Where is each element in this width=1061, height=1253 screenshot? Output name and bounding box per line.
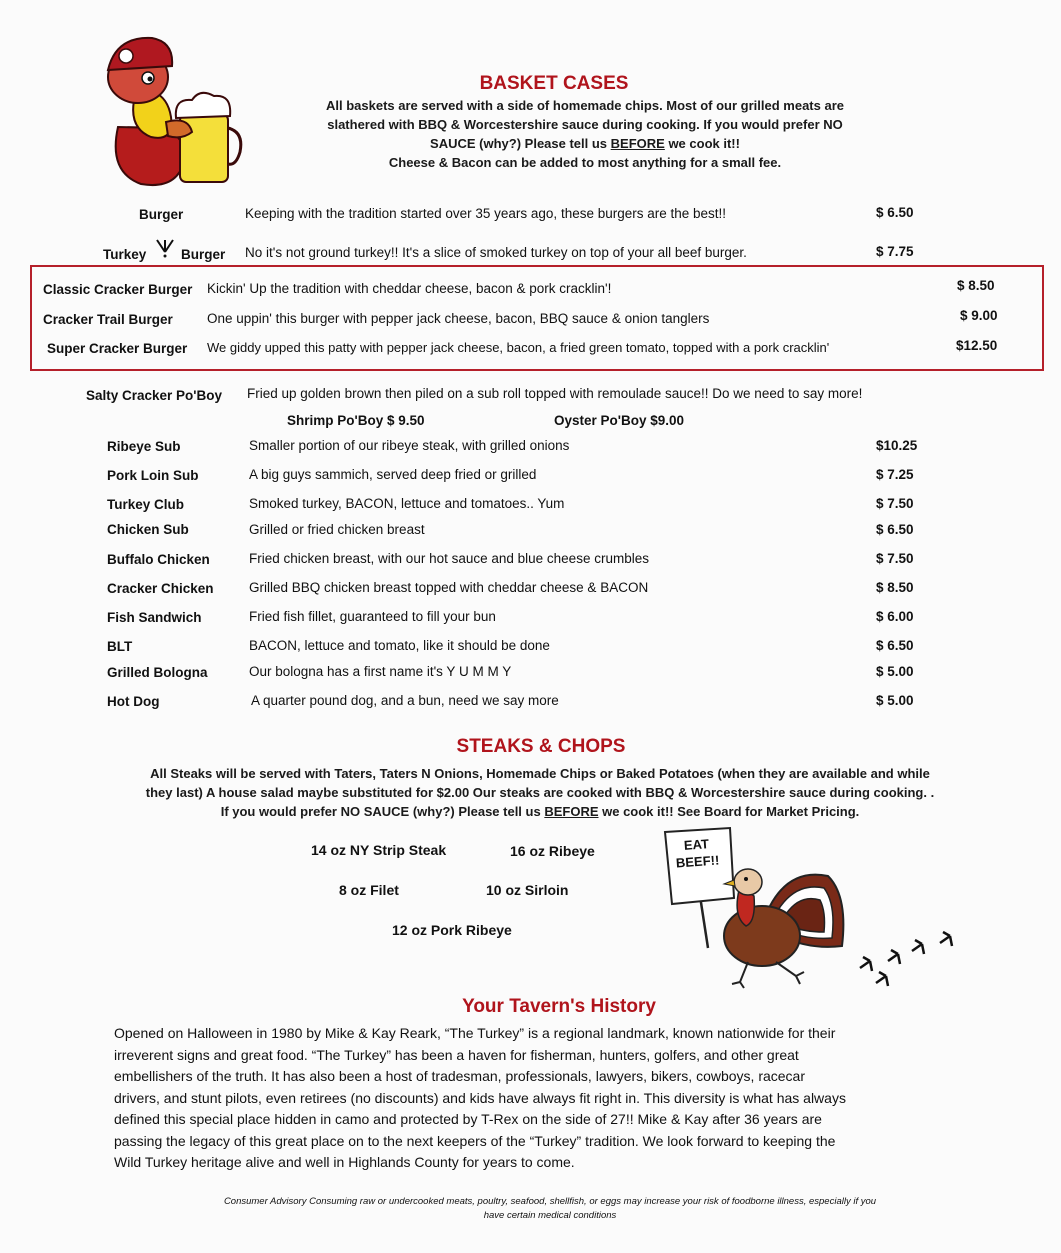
advisory-line: Consumer Advisory Consuming raw or undercooked meats, poultry, seafood, shellfish, or eggs may increase your risk of foodborne illness, especially if you (223, 1196, 877, 1207)
steak-cut: 8 oz Filet (339, 882, 399, 898)
menu-item-price: $ 8.50 (876, 580, 914, 595)
sign-line: BEEF!! (675, 852, 720, 871)
eat-beef-sign (671, 834, 723, 871)
basket-intro-line: Cheese & Bacon can be added to most anything for a small fee. (388, 155, 782, 170)
before-emphasis: BEFORE (544, 804, 599, 819)
menu-item-price: $ 5.00 (876, 664, 914, 679)
advisory-line: have certain medical conditions (483, 1210, 617, 1221)
sign-line: EAT (683, 836, 710, 853)
menu-item-desc: Our bologna has a first name it's Y U M M Y (249, 664, 512, 679)
menu-item-name: Fish Sandwich (107, 610, 202, 625)
menu-item-name: Pork Loin Sub (107, 468, 199, 483)
history-line: defined this special place hidden in camo and protected by T-Rex on the side of 27!! Mike & Kay after 36 years are (114, 1111, 822, 1127)
menu-item-name: Ribeye Sub (107, 439, 181, 454)
history-line: drivers, and stunt pilots, even retirees (no discounts) and kids have always fit right in. This diversity is what has always (114, 1089, 846, 1106)
intro-text: we cook it!! See Board for Market Pricing. (598, 804, 860, 819)
menu-item-desc: We giddy upped this patty with pepper jack cheese, bacon, a fried green tomato, topped with a pork cracklin' (207, 340, 830, 355)
history-title: Your Tavern's History (462, 996, 656, 1017)
history-line: irreverent signs and great food. “The Turkey” has been a haven for fisherman, hunters, golfers, and other great (114, 1046, 799, 1063)
menu-item-desc: Grilled or fried chicken breast (249, 522, 425, 537)
menu-item-name: Cracker Trail Burger (43, 312, 173, 327)
menu-item-name: Chicken Sub (107, 522, 189, 537)
menu-item-desc: Smaller portion of our ribeye steak, with grilled onions (249, 438, 570, 453)
menu-item-price: $ 7.25 (876, 467, 914, 482)
menu-item-price: $ 7.75 (876, 244, 914, 259)
menu-item-price: $ 6.00 (876, 609, 914, 624)
menu-item-name: Classic Cracker Burger (43, 282, 193, 297)
menu-item-desc: Fried up golden brown then piled on a sub roll topped with remoulade sauce!! Do we need to say more! (247, 386, 863, 401)
steaks-intro (90, 764, 990, 821)
menu-item-price: $ 7.50 (876, 496, 914, 511)
menu-item-desc: Grilled BBQ chicken breast topped with cheddar cheese & BACON (249, 580, 649, 595)
basket-intro (280, 96, 890, 172)
turkey-track-icon (152, 234, 178, 260)
intro-text: If you would prefer NO SAUCE (why?) Please tell us (220, 804, 545, 819)
basket-intro-line: slathered with BBQ & Worcestershire sauce during cooking. If you would prefer NO (327, 117, 843, 132)
menu-item-name: Hot Dog (107, 694, 160, 709)
menu-item-name: Salty Cracker Po'Boy (86, 388, 223, 403)
menu-item-price: $ 5.00 (876, 693, 914, 708)
steak-cut: 14 oz NY Strip Steak (311, 842, 447, 858)
menu-item-desc: BACON, lettuce and tomato, like it should be done (249, 638, 550, 653)
poboy-option: Shrimp Po'Boy $ 9.50 (287, 413, 425, 428)
steaks-intro-line: they last) A house salad maybe substituted for $2.00 Our steaks are cooked with BBQ & Worcestershire sauce during cooking. . (145, 785, 935, 800)
before-emphasis: BEFORE (610, 136, 665, 151)
menu-item-desc: Keeping with the tradition started over 35 years ago, these burgers are the best!! (245, 206, 727, 221)
menu-item-price: $ 6.50 (876, 205, 914, 220)
menu-item-price: $ 6.50 (876, 522, 914, 537)
steaks-intro-line (90, 802, 990, 821)
basket-cases-title: BASKET CASES (479, 73, 629, 94)
consumer-advisory (100, 1195, 1000, 1223)
steaks-title: STEAKS & CHOPS (456, 736, 626, 757)
menu-item-price: $ 8.50 (957, 278, 995, 293)
steak-cut: 16 oz Ribeye (510, 843, 595, 859)
menu-item-price: $10.25 (876, 438, 918, 453)
menu-item-desc: One uppin' this burger with pepper jack cheese, bacon, BBQ sauce & onion tanglers (207, 311, 710, 326)
menu-item-name: Cracker Chicken (107, 581, 214, 596)
menu-item-name: Super Cracker Burger (47, 341, 188, 356)
menu-item-desc: Smoked turkey, BACON, lettuce and tomatoes.. Yum (249, 496, 565, 511)
menu-item-name: Turkey Club (107, 497, 185, 512)
poboy-option: Oyster Po'Boy $9.00 (554, 413, 685, 428)
menu-item-desc: No it's not ground turkey!! It's a slice of smoked turkey on top of your all beef burger. (245, 245, 747, 260)
steaks-intro-line: All Steaks will be served with Taters, Taters N Onions, Homemade Chips or Baked Potatoes (when they are available and while (150, 766, 930, 781)
menu-item-price: $12.50 (956, 338, 998, 353)
history-line: embellishers of the truth. It has also been a host of tradesman, professionals, lawyers, bikers, cowboys, racecar (114, 1068, 805, 1084)
steak-cut: 12 oz Pork Ribeye (392, 922, 512, 938)
menu-item-desc: A quarter pound dog, and a bun, need we say more (251, 693, 559, 708)
menu-item-name: Burger (139, 207, 184, 222)
menu-item-name: Buffalo Chicken (107, 552, 210, 567)
basket-intro-line (280, 134, 890, 153)
menu-item-desc: Fried chicken breast, with our hot sauce and blue cheese crumbles (249, 551, 649, 566)
menu-item-desc: Fried fish fillet, guaranteed to fill your bun (249, 609, 496, 624)
history-body (114, 1023, 994, 1174)
history-line: Opened on Halloween in 1980 by Mike & Kay Reark, “The Turkey” is a regional landmark, known nationwide for their (114, 1025, 836, 1041)
menu-item-price: $ 6.50 (876, 638, 914, 653)
menu-item-name: Grilled Bologna (107, 665, 208, 680)
menu-item-price: $ 7.50 (876, 551, 914, 566)
turkey-mascot-icon (96, 32, 246, 192)
menu-item-name: Turkey (103, 247, 147, 262)
intro-text: SAUCE (why?) Please tell us (430, 136, 611, 151)
menu-item-desc: A big guys sammich, served deep fried or grilled (249, 467, 537, 482)
basket-intro-line: All baskets are served with a side of homemade chips. Most of our grilled meats are (326, 98, 844, 113)
menu-item-price: $ 9.00 (960, 308, 998, 323)
intro-text: we cook it!! (664, 136, 740, 151)
history-line: Wild Turkey heritage alive and well in Highlands County for years to come. (114, 1154, 575, 1170)
history-line: passing the legacy of this great place on to the next keepers of the “Turkey” tradition. We look forward to keeping the (114, 1132, 836, 1149)
menu-item-desc: Kickin' Up the tradition with cheddar cheese, bacon & pork cracklin'! (207, 281, 612, 296)
steak-cut: 10 oz Sirloin (486, 882, 569, 898)
menu-item-name: BLT (107, 639, 133, 654)
menu-item-name-suffix: Burger (181, 247, 226, 262)
